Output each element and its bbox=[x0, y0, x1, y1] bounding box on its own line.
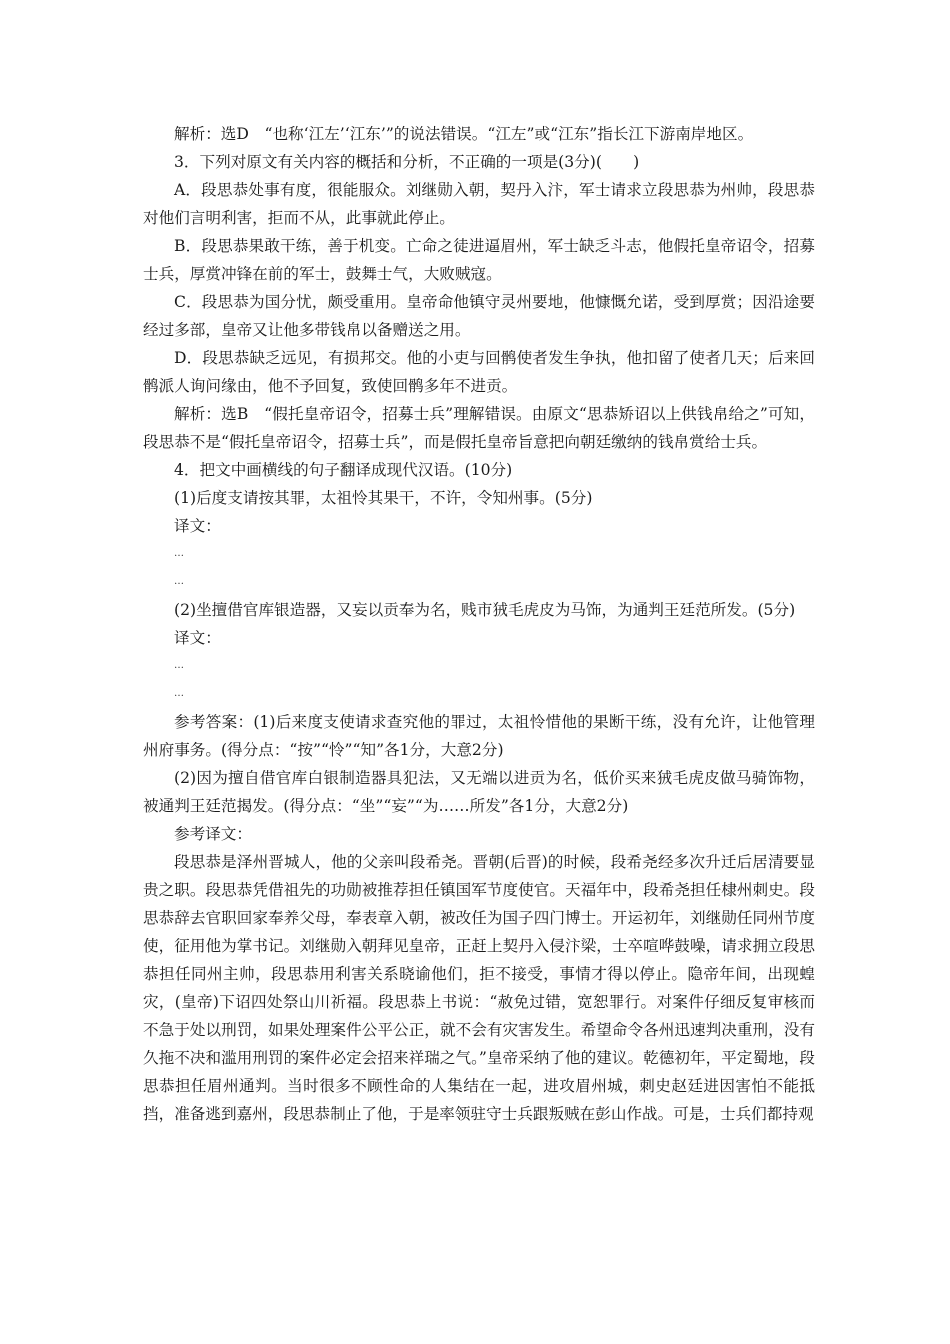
q4-blank-1b: … bbox=[174, 576, 183, 587]
answer-2: (2)因为擅自借官库白银制造器具犯法，又无端以进贡为名，低价买来狨毛虎皮做马骑饰物，被通判王廷范揭发。(得分点：“坐”“妄”“为……所发”各1分，大意2分) bbox=[143, 769, 815, 815]
translation-label: 参考译文： bbox=[174, 825, 252, 843]
q4-blank-2a: … bbox=[174, 660, 183, 671]
q4-blank-2b: … bbox=[174, 688, 183, 699]
answer-1: 参考答案：(1)后来度支使请求查究他的罪过，太祖怜惜他的果断干练，没有允许，让他管理州府事务。(得分点：“按”“怜”“知”各1分，大意2分) bbox=[143, 713, 815, 759]
q4-label-2: 译文： bbox=[174, 629, 221, 647]
question-4: 4．把文中画横线的句子翻译成现代汉语。(10分) bbox=[174, 461, 513, 479]
option-d: D．段思恭缺乏远见，有损邦交。他的小吏与回鹘使者发生争执，他扣留了使者几天；后来回鹘派人询问缘由，他不予回复，致使回鹘多年不进贡。 bbox=[143, 349, 815, 395]
option-a: A．段思恭处事有度，很能服众。刘继勋入朝，契丹入汴，军士请求立段思恭为州帅，段思恭对他们言明利害，拒而不从，此事就此停止。 bbox=[143, 181, 815, 227]
q4-blank-1a: … bbox=[174, 548, 183, 559]
q4-sentence-2: (2)坐擅借官库银造器，又妄以贡奉为名，贱市狨毛虎皮为马饰，为通判王廷范所发。(5分) bbox=[174, 601, 796, 619]
document-page bbox=[143, 120, 815, 1128]
option-b: B．段思恭果敢干练，善于机变。亡命之徒进逼眉州，军士缺乏斗志，他假托皇帝诏令，招募士兵，厚赏冲锋在前的军士，鼓舞士气，大败贼寇。 bbox=[143, 237, 815, 283]
q4-sentence-1: (1)后度支请按其罪，太祖怜其果干，不许，令知州事。(5分) bbox=[174, 489, 593, 507]
translation-body: 段思恭是泽州晋城人，他的父亲叫段希尧。晋朝(后晋)的时候，段希尧经多次升迁后居清要显贵之职。段思恭凭借祖先的功勋被推荐担任镇国军节度使官。天福年中，段希尧担任棣州刺史。段思恭辞去官职回家奉养父母，奉表章入朝，被改任为国子四门博士。开运初年，刘继勋任同州节度使，征用他为掌书记。刘继勋入朝拜见皇帝，正赶上契丹入侵汴梁，士卒喧哗鼓噪，请求拥立段思恭担任同州主帅，段思恭用利害关系晓谕他们，拒不接受，事情才得以停止。隐帝年间，出现蝗灾，(皇帝)下诏四处祭山川祈福。段思恭上书说：“赦免过错，宽恕罪行。对案件仔细反复审核而不急于处以刑罚，如果处理案件公平公正，就不会有灾害发生。希望命令各州迅速判决重刑，没有久拖不决和滥用刑罚的案件必定会招来祥瑞之气。”皇帝采纳了他的建议。乾德初年，平定蜀地，段思恭担任眉州通判。当时很多不顾性命的人集结在一起，进攻眉州城，刺史赵廷进因害怕不能抵挡，准备逃到嘉州，段思恭制止了他，于是率领驻守士兵跟叛贼在彭山作战。可是，士兵们都持观 bbox=[143, 853, 815, 1123]
q4-label-1: 译文： bbox=[174, 517, 221, 535]
option-c: C．段思恭为国分忧，颇受重用。皇帝命他镇守灵州要地，他慷慨允诺，受到厚赏；因沿途要经过多部，皇帝又让他多带钱帛以备赠送之用。 bbox=[143, 293, 815, 339]
analysis-q2: 解析：选D “也称‘江左’‘江东’”的说法错误。“江左”或“江东”指长江下游南岸地区。 bbox=[174, 125, 754, 143]
analysis-q3: 解析：选B “假托皇帝诏令，招募士兵”理解错误。由原文“思恭矫诏以上供钱帛给之”可知，段思恭不是“假托皇帝诏令，招募士兵”，而是假托皇帝旨意把向朝廷缴纳的钱帛赏给士兵。 bbox=[143, 405, 815, 451]
question-3: 3．下列对原文有关内容的概括和分析，不正确的一项是(3分)( ) bbox=[174, 153, 640, 171]
